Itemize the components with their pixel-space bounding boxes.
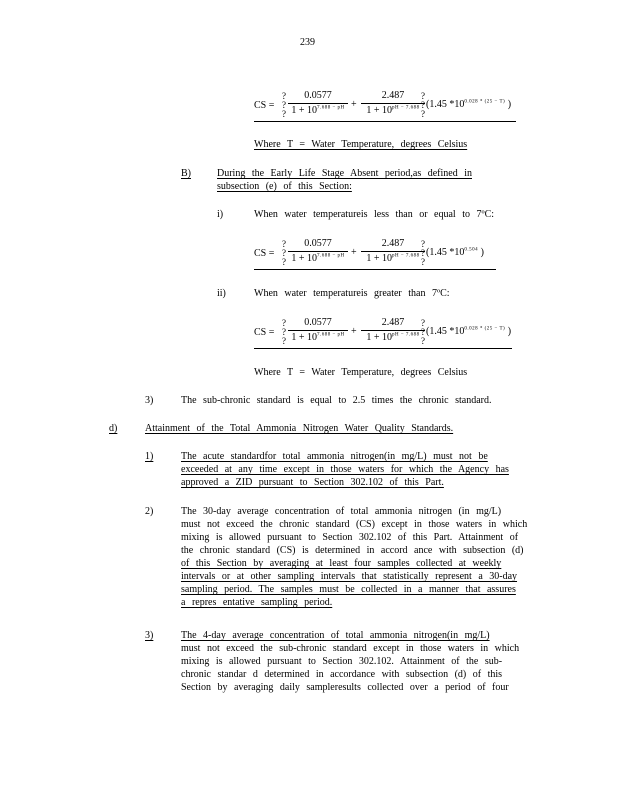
page-number: 239 (300, 37, 315, 48)
fraction-2 (361, 238, 425, 264)
d2-line: of this Section by averaging at least four samples collected at weekly (181, 558, 502, 569)
d3-label: 3) (145, 630, 154, 641)
fraction-2-denominator: $1 + 10^{pH - 7.688}$ (366, 332, 420, 343)
d-label: d) (109, 423, 118, 434)
fraction-2-denominator: $1 + 10^{pH - 7.688}$ (366, 105, 420, 116)
left-bracket: ? ? ? (282, 318, 286, 346)
where-note-1: Where T = Water Temperature, degrees Celsius (254, 139, 468, 150)
bii-text: When water temperatureis greater than 7ºC: (254, 288, 450, 299)
d1-label: 1) (145, 451, 154, 462)
b-heading-line-2: subsection (e) of this Section: (217, 181, 352, 192)
fraction-2-numerator: 2.487 (381, 317, 405, 328)
d2-line: a repres entative sampling period. (181, 597, 333, 608)
temperature-factor: (1.45 $*10^{0.028 * (25 - T)}$ ) (426, 326, 512, 337)
subsection-3-label: 3) (145, 395, 154, 406)
d2-line: intervals or at other sampling intervals that statistically represent a 30-day (181, 571, 518, 582)
d2-line: sampling period. The samples must be collected in a manner that assures (181, 584, 516, 595)
d1-line: approved a ZID pursuant to Section 302.102 of this Part. (181, 477, 444, 488)
fraction-1-numerator: 0.0577 (304, 90, 332, 101)
left-bracket: ? ? ? (282, 239, 286, 267)
d2-line: the chronic standard (CS) is determined in accord ance with subsection (d) (181, 545, 524, 556)
temperature-factor: (1.45 $*10^{0.028 * (25 - T)}$ ) (426, 99, 512, 110)
fraction-1-numerator: 0.0577 (304, 317, 332, 328)
equation-1-rule (254, 121, 516, 122)
plus-sign: + (351, 326, 357, 337)
equation-3 (254, 317, 516, 361)
fraction-2-numerator: 2.487 (381, 238, 405, 249)
fraction-1 (288, 238, 348, 264)
d2-line: must not exceed the chronic standard (CS) except in those waters in which (181, 519, 528, 530)
right-bracket: ? ? ? (421, 318, 425, 346)
d1-line: The acute standardfor total ammonia nitrogen(in mg/L) must not be (181, 451, 488, 462)
plus-sign: + (351, 247, 357, 258)
fraction-2 (361, 317, 425, 343)
d2-line: mixing is allowed pursuant to Section 302.102 of this Part. Attainment of (181, 532, 519, 543)
b-label: B) (181, 168, 191, 179)
fraction-1 (288, 90, 348, 116)
d3-line: mixing is allowed pursuant to Section 302.102. Attainment of the sub- (181, 656, 503, 667)
d3-line: The 4-day average concentration of total ammonia nitrogen(in mg/L) (181, 630, 490, 641)
fraction-1-denominator: $1 + 10^{7.688 - pH}$ (291, 332, 345, 343)
equation-2-rule (254, 269, 496, 270)
fraction-1-numerator: 0.0577 (304, 238, 332, 249)
equation-1 (254, 90, 516, 134)
equation-3-rule (254, 348, 512, 349)
cs-label: CS = (254, 248, 275, 259)
fraction-2-denominator: $1 + 10^{pH - 7.688}$ (366, 253, 420, 264)
right-bracket: ? ? ? (421, 239, 425, 267)
d1-line: exceeded at any time except in those waters for which the Agency has (181, 464, 509, 475)
d2-label: 2) (145, 506, 154, 517)
d-heading: Attainment of the Total Ammonia Nitrogen Water Quality Standards. (145, 423, 454, 434)
equation-2 (254, 238, 516, 282)
d3-line: Section by averaging daily sampleresults collected over a period of four (181, 682, 509, 693)
fraction-1-denominator: $1 + 10^{7.688 - pH}$ (291, 253, 345, 264)
cs-label: CS = (254, 100, 275, 111)
where-note-2: Where T = Water Temperature, degrees Celsius (254, 367, 468, 378)
bi-label: i) (217, 209, 224, 220)
bi-text: When water temperatureis less than or equal to 7ºC: (254, 209, 495, 220)
left-bracket: ? ? ? (282, 91, 286, 119)
temperature-factor: (1.45 $*10^{0.504}$ ) (426, 247, 484, 258)
right-bracket: ? ? ? (421, 91, 425, 119)
fraction-2-numerator: 2.487 (381, 90, 405, 101)
fraction-1 (288, 317, 348, 343)
fraction-2 (361, 90, 425, 116)
fraction-1-denominator: $1 + 10^{7.688 - pH}$ (291, 105, 345, 116)
d3-line: must not exceed the sub-chronic standard except in those waters in which (181, 643, 520, 654)
b-heading-line-1: During the Early Life Stage Absent period,as defined in (217, 168, 472, 179)
d3-line: chronic standar d determined in accordance with subsection (d) of this (181, 669, 503, 680)
cs-label: CS = (254, 327, 275, 338)
plus-sign: + (351, 99, 357, 110)
d2-line: The 30-day average concentration of total ammonia nitrogen (in mg/L) (181, 506, 502, 517)
bii-label: ii) (217, 288, 226, 299)
subsection-3-text: The sub-chronic standard is equal to 2.5 times the chronic standard. (181, 395, 492, 406)
